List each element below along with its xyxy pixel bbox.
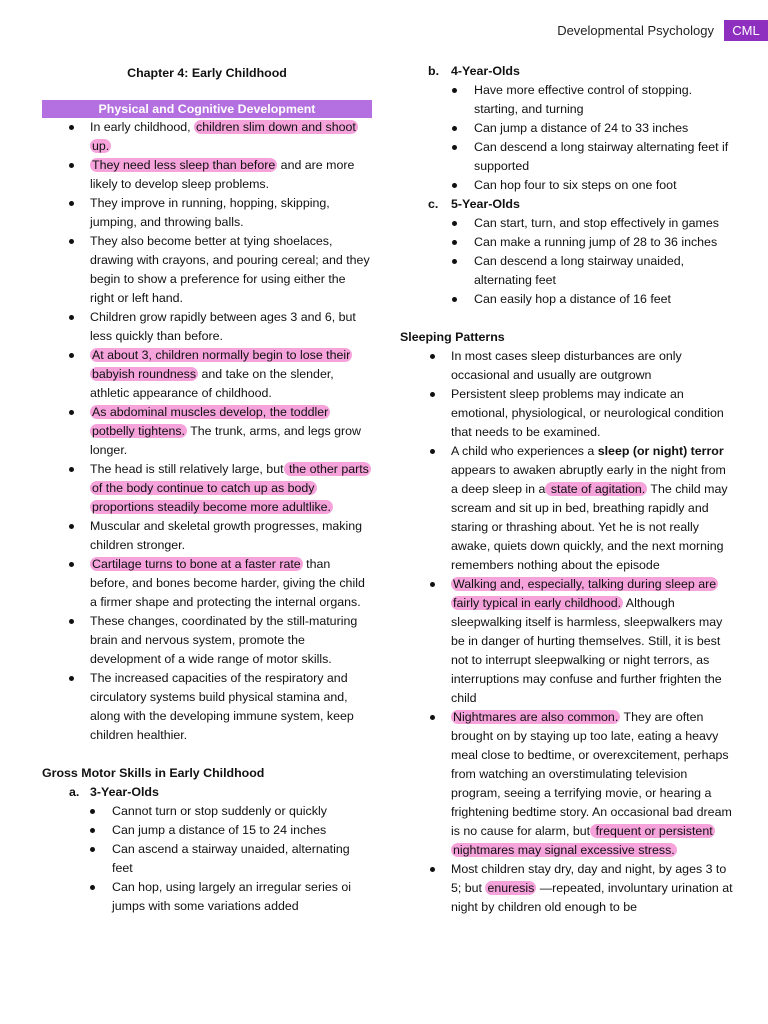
list-item: Nightmares are also common. They are often brought on by staying up too late, eating a heavy meal close to bedtime, or overexcitement, perhaps from watching an overstimulating television program, seeing a terrifying movie, or hearing a frightening bedtime story. An occasional bad dream is no cause for alarm, but frequent or persistent nightmares may signal excessive stress. <box>400 708 735 860</box>
sub-letter: a. <box>69 785 80 799</box>
header-tag: CML <box>724 20 768 41</box>
list-item: Walking and, especially, talking during sleep are fairly typical in early childhood. Although sleepwalking itself is harmless, sleepwalkers may be in danger of hurting themselves. Still, it is best not to interrupt sleepwalking or night terrors, as interruptions may confuse and further frighten the child <box>400 575 735 708</box>
bold-term: sleep (or night) terror <box>597 444 724 458</box>
list-item: They improve in running, hopping, skipping, jumping, and throwing balls. <box>42 194 372 232</box>
list-item: Persistent sleep problems may indicate an emotional, physiological, or neurological condition that needs to be examined. <box>400 385 735 442</box>
list-item: Can easily hop a distance of 16 feet <box>400 290 735 309</box>
list-item: Can hop, using largely an irregular series oi jumps with some variations added <box>42 878 372 916</box>
sub-label: 4-Year-Olds <box>451 64 520 78</box>
highlight: Walking and, especially, talking during sleep are fairly typical in early childhood. <box>453 577 717 610</box>
highlight: enuresis <box>487 881 535 895</box>
list-item: These changes, coordinated by the still-maturing brain and nervous system, promote the development of a wide range of motor skills. <box>42 612 372 669</box>
highlight: As abdominal muscles develop, the toddler potbelly tightens. <box>92 405 329 438</box>
highlight: the other parts of the body continue to catch up as body proportions steadily become more adultlike. <box>92 462 369 514</box>
four-year-heading <box>400 62 735 81</box>
left-column <box>42 62 372 916</box>
highlight: At about 3, children normally begin to lose their babyish roundness <box>92 348 351 381</box>
list-item: Have more effective control of stopping. starting, and turning <box>400 81 735 119</box>
list-item: Can hop four to six steps on one foot <box>400 176 735 195</box>
highlight: frequent or persistent nightmares may signal excessive stress. <box>453 824 713 857</box>
list-item: Can descend a long stairway unaided, alternating feet <box>400 252 735 290</box>
list-item: In most cases sleep disturbances are only occasional and usually are outgrown <box>400 347 735 385</box>
highlight: Nightmares are also common. <box>453 710 619 724</box>
list-item: A child who experiences a sleep (or night) terror appears to awaken abruptly early in the night from a deep sleep in a state of agitation. The child may scream and sit up in bed, breathing rapidly and staring or thrashing about. Yet he is not really awake, quiets down quickly, and the next morning remembers nothing about the episode <box>400 442 735 575</box>
highlight: state of agitation. <box>547 482 646 496</box>
list-item: Cannot turn or stop suddenly or quickly <box>42 802 372 821</box>
list-item: Children grow rapidly between ages 3 and 6, but less quickly than before. <box>42 308 372 346</box>
three-year-heading <box>42 783 372 802</box>
list-item: The increased capacities of the respiratory and circulatory systems build physical stamina and, along with the developing immune system, keep children healthier. <box>42 669 372 745</box>
list-item: Muscular and skeletal growth progresses, making children stronger. <box>42 517 372 555</box>
list-item: Can make a running jump of 28 to 36 inches <box>400 233 735 252</box>
sub-letter: b. <box>428 64 440 78</box>
header-title: Developmental Psychology <box>557 23 714 38</box>
list-item: Can ascend a stairway unaided, alternating feet <box>42 840 372 878</box>
list-item: They need less sleep than before and are more likely to develop sleep problems. <box>42 156 372 194</box>
chapter-title: Chapter 4: Early Childhood <box>127 66 287 80</box>
sleeping-heading: Sleeping Patterns <box>400 330 505 344</box>
highlight: children slim down and shoot up. <box>92 120 356 153</box>
five-year-heading <box>400 195 735 214</box>
three-year-list <box>42 802 372 916</box>
sub-label: 5-Year-Olds <box>451 197 520 211</box>
list-item: At about 3, children normally begin to lose their babyish roundness and take on the slender, athletic appearance of childhood. <box>42 346 372 403</box>
sleep-list <box>400 347 735 917</box>
list-item: They also become better at tying shoelaces, drawing with crayons, and pouring cereal; and they begin to show a preference for using either the right or left hand. <box>42 232 372 308</box>
five-year-list <box>400 214 735 309</box>
gross-motor-heading: Gross Motor Skills in Early Childhood <box>42 766 265 780</box>
list-item: The head is still relatively large, but the other parts of the body continue to catch up as body proportions steadily become more adultlike. <box>42 460 372 517</box>
highlight: Cartilage turns to bone at a faster rate <box>92 557 301 571</box>
highlight: They need less sleep than before <box>92 158 276 172</box>
right-column <box>400 62 735 917</box>
sub-label: 3-Year-Olds <box>90 785 159 799</box>
page-header <box>557 20 768 41</box>
development-list <box>42 118 372 745</box>
list-item: Can descend a long stairway alternating feet if supported <box>400 138 735 176</box>
list-item: Most children stay dry, day and night, by ages 3 to 5; but enuresis —repeated, involuntary urination at night by children old enough to be <box>400 860 735 917</box>
list-item: In early childhood, children slim down and shoot up. <box>42 118 372 156</box>
list-item: Can jump a distance of 15 to 24 inches <box>42 821 372 840</box>
section-bar: Physical and Cognitive Development <box>42 100 372 118</box>
list-item: As abdominal muscles develop, the toddler potbelly tightens. The trunk, arms, and legs grow longer. <box>42 403 372 460</box>
sub-letter: c. <box>428 197 439 211</box>
list-item: Cartilage turns to bone at a faster rate than before, and bones become harder, giving the child a firmer shape and protecting the internal organs. <box>42 555 372 612</box>
list-item: Can jump a distance of 24 to 33 inches <box>400 119 735 138</box>
four-year-list <box>400 81 735 195</box>
list-item: Can start, turn, and stop effectively in games <box>400 214 735 233</box>
